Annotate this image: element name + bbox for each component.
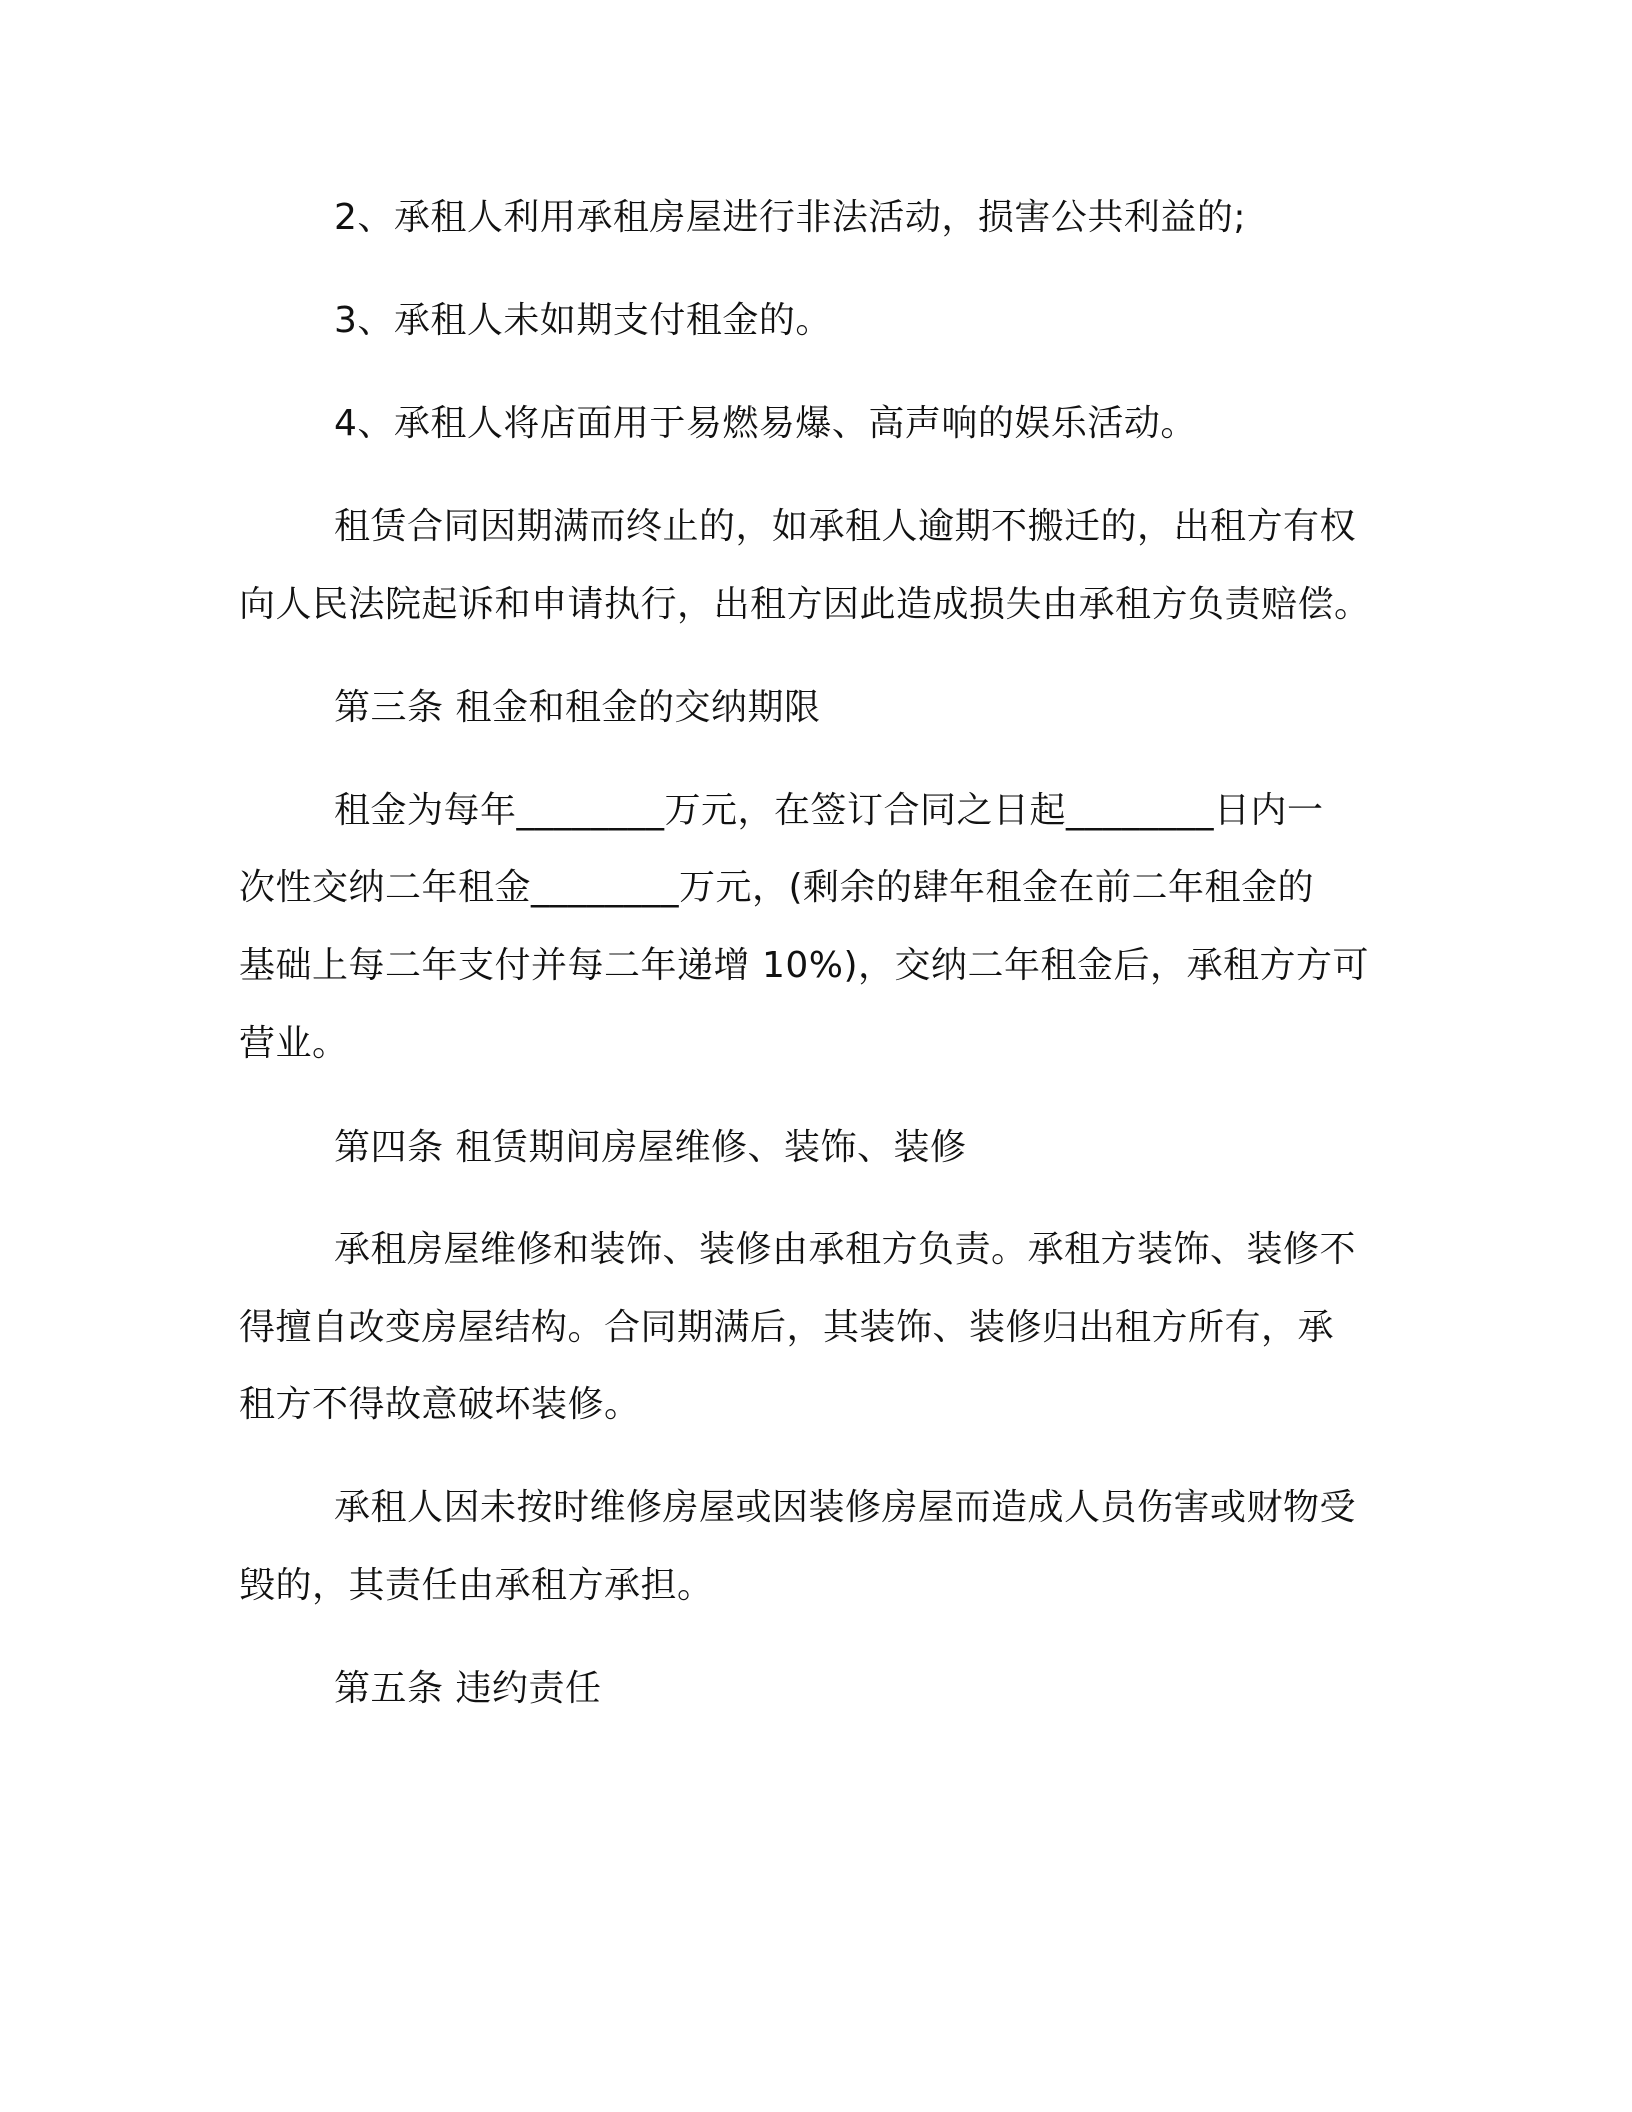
article3-line-2: 次性交纳二年租金________万元，(剩余的肆年租金在前二年租金的 xyxy=(239,867,1315,908)
article3-line-1: 租金为每年________万元，在签订合同之日起________日内一 xyxy=(334,790,1324,831)
article4-para1-line-2: 得擅自改变房屋结构。合同期满后，其装饰、装修归出租方所有，承 xyxy=(239,1307,1335,1348)
article3-heading: 第三条 租金和租金的交纳期限 xyxy=(334,687,821,728)
article3-line-4: 营业。 xyxy=(239,1023,349,1064)
article4-para1-line-3: 租方不得故意破坏装修。 xyxy=(239,1384,641,1425)
article5-heading: 第五条 违约责任 xyxy=(334,1668,602,1709)
list-item-2: 2、承租人利用承租房屋进行非法活动，损害公共利益的; xyxy=(334,197,1247,238)
article3-line-3: 基础上每二年支付并每二年递增 10%)，交纳二年租金后，承租方方可 xyxy=(239,945,1370,986)
article4-para1-line-1: 承租房屋维修和装饰、装修由承租方负责。承租方装饰、装修不 xyxy=(334,1229,1357,1270)
termination-paragraph-line-1: 租赁合同因期满而终止的，如承租人逾期不搬迁的，出租方有权 xyxy=(334,506,1357,547)
article4-heading: 第四条 租赁期间房屋维修、装饰、装修 xyxy=(334,1127,967,1168)
article4-para2-line-2: 毁的，其责任由承租方承担。 xyxy=(239,1565,714,1606)
list-item-3: 3、承租人未如期支付租金的。 xyxy=(334,300,832,341)
list-item-4: 4、承租人将店面用于易燃易爆、高声响的娱乐活动。 xyxy=(334,403,1197,444)
article4-para2-line-1: 承租人因未按时维修房屋或因装修房屋而造成人员伤害或财物受 xyxy=(334,1487,1357,1528)
termination-paragraph-line-2: 向人民法院起诉和申请执行，出租方因此造成损失由承租方负责赔偿。 xyxy=(239,584,1371,625)
